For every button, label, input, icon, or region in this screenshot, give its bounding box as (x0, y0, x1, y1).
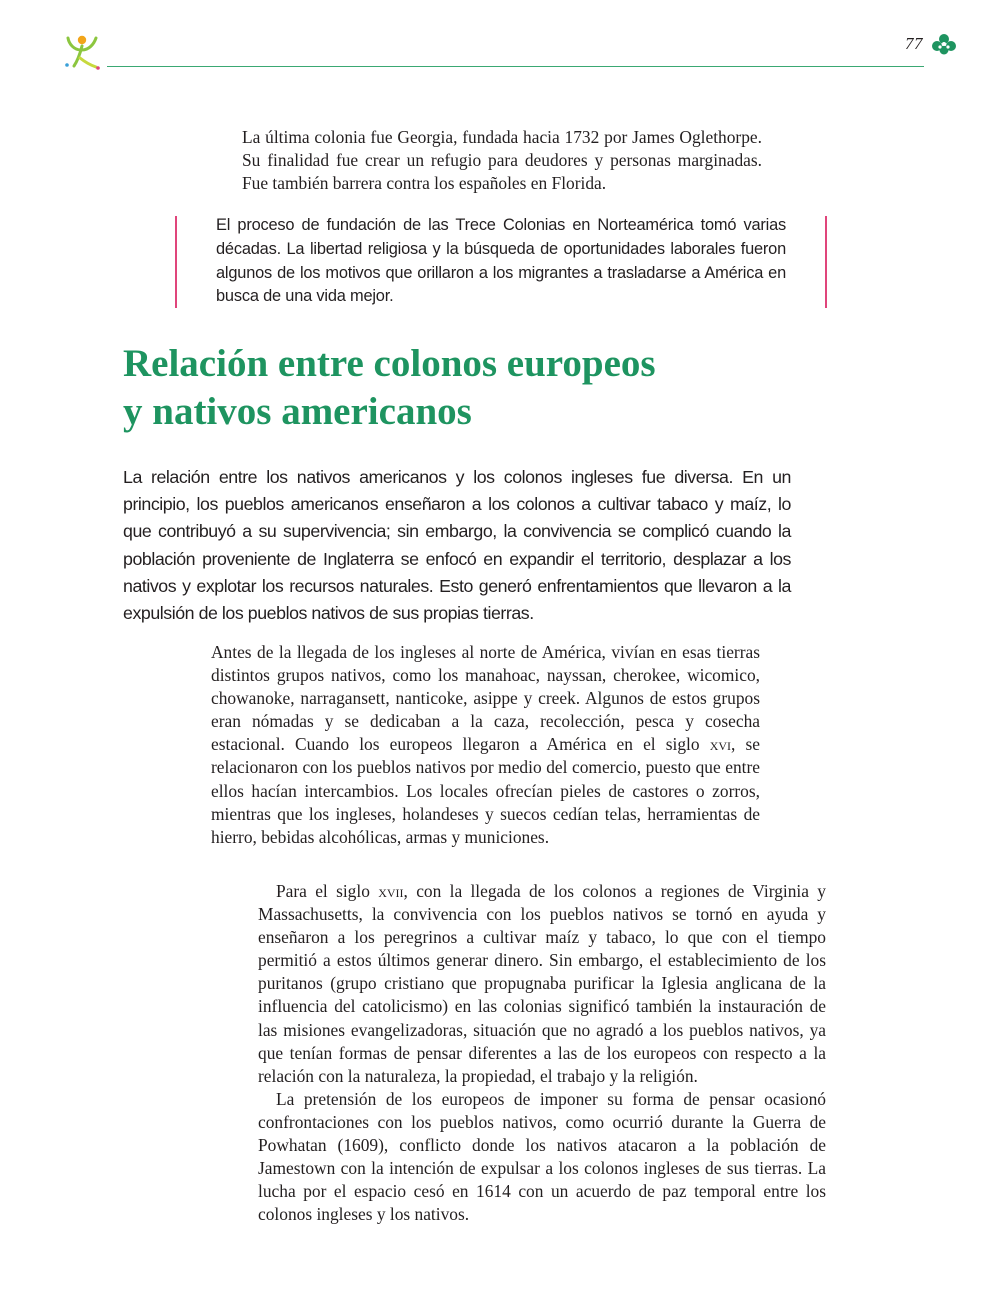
body-paragraph-1: La relación entre los nativos americanos y los colonos ingleses fue diversa. En un principio, los pueblos americanos enseñaron a los colonos a cultivar tabaco y maíz, lo que contribuyó a su supervivencia; sin embargo, la convivencia se complicó cuando la población proveniente de Inglaterra se enfocó en expandir el territorio, desplazar a los nativos y explotar los recursos naturales. Esto generó enfrentamientos que llevaron a la expulsión de los pueblos nativos de sus propias tierras. (123, 467, 791, 624)
body-paragraph-2 (211, 641, 760, 849)
century-xvi: xvi (709, 734, 732, 755)
section-title-line-2: y nativos americanos (123, 390, 472, 433)
highlight-text: El proceso de fundación de las Trece Colonias en Norteamérica tomó varias décadas. La libertad religiosa y la búsqueda de oportunidades laborales fueron algunos de los motivos que orillaron a los migrantes a trasladarse a América en busca de una vida mejor. (216, 216, 786, 306)
body-block-indented (258, 880, 826, 1226)
flower-person-icon (60, 32, 104, 72)
clover-icon (929, 33, 959, 57)
body-paragraph-3-part-a: Para el siglo (276, 881, 379, 901)
body-paragraph-2-part-a: Antes de la llegada de los ingleses al norte de América, vivían en esas tierras distintos grupos nativos, como los manahoac, nayssan, cherokee, wicomico, chowanoke, narragansett, nanticoke, asippe y creek. Algunos de estos grupos eran nómadas y se dedicaban a la caza, recolección, pesca y cosecha estacional. Cuando los europeos llegaron a América en el siglo (211, 642, 760, 755)
body-paragraph-2-part-b: , se relacionaron con los pueblos nativos por medio del comercio, puesto que entre ellos hacían intercambios. Los locales ofrecían pieles de castores o zorros, mientras que los ingleses, holandeses y suecos cedían telas, herramientas de hierro, bebidas alcohólicas, armas y municiones. (211, 734, 760, 847)
section-title (123, 340, 823, 436)
body-paragraph-3-part-b: , con la llegada de los colonos a regiones de Virginia y Massachusetts, la convivencia con los pueblos nativos se tornó en ayuda y enseñaron a los peregrinos a cultivar maíz y tabaco, lo que con el tiempo permitió a estos últimos generar dinero. Sin embargo, el establecimiento de los puritanos (grupo cristiano que propugnaba purificar la Iglesia anglicana de la influencia del catolicismo) en las colonias significó también la instauración de las misiones evangelizadoras, situación que no agradó a los pueblos nativos, ya que tenían formas de pensar diferentes a las de los europeos con respecto a la relación con la naturaleza, la propiedad, el trabajo y la religión. (258, 881, 826, 1086)
intro-paragraph: La última colonia fue Georgia, fundada hacia 1732 por James Oglethorpe. Su finalidad fue crear un refugio para deudores y personas marginadas. Fue también barrera contra los españoles en Florida. (242, 127, 762, 193)
page-number: 77 (905, 34, 923, 53)
header-rule (107, 66, 924, 67)
century-xvii: xvii (378, 881, 404, 901)
section-title-line-1: Relación entre colonos europeos (123, 342, 656, 385)
body-paragraph-4: La pretensión de los europeos de imponer su forma de pensar ocasionó confrontaciones con los pueblos nativos, como ocurrió durante la Guerra de Powhatan (1609), conflicto donde los nativos atacaron a la población de Jamestown con la intención de expulsar a los colonos ingleses de sus tierras. La lucha por el espacio cesó en 1614 con un acuerdo de paz temporal entre los colonos ingleses y los nativos. (258, 1088, 826, 1225)
body-paragraph-3 (258, 880, 826, 1088)
